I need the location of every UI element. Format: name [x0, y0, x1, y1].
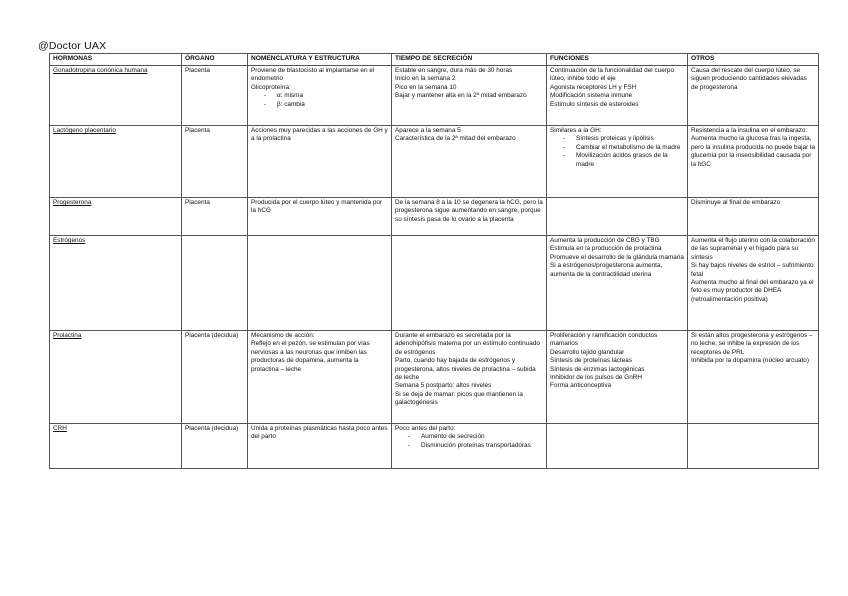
- others-cell: [688, 331, 819, 424]
- others-cell: [688, 236, 819, 331]
- cell-line: Semana 5 postparto: altos niveles: [395, 382, 492, 390]
- nomenclature-cell: [248, 198, 392, 236]
- cell-line: Mecanismo de acción:: [251, 332, 315, 339]
- cell-line: Poco antes del parto:: [395, 425, 456, 432]
- cell-line: Pico en la semana 10: [395, 83, 457, 91]
- header-hormonas: HORMONAS: [50, 54, 182, 66]
- cell-line: Aparece a la semana 5: [395, 127, 461, 134]
- header-funciones: FUNCIONES: [547, 54, 688, 66]
- time-cell: [392, 424, 547, 469]
- organ-cell: Placenta: [182, 126, 248, 198]
- functions-cell: [547, 66, 688, 126]
- bullet-item: - Disminución proteínas transportadoras: [421, 442, 543, 450]
- cell-line: Desarrollo tejido glandular: [550, 348, 625, 356]
- bullet-item: - Movilización ácidos grasos de la madre: [576, 152, 684, 169]
- cell-line: Inicio en la semana 2: [395, 75, 456, 83]
- cell-line: Inhibidor de los pulsos de GnRH: [550, 374, 643, 382]
- hormone-name: Progesterona: [53, 199, 92, 206]
- functions-cell: [547, 331, 688, 424]
- cell-line: Forma anticonceptiva: [550, 382, 612, 390]
- bullet-list: [395, 433, 543, 450]
- nomenclature-cell: [248, 424, 392, 469]
- cell-line: Característica de la 2ª mitad del embarazo: [395, 135, 516, 143]
- hormone-name: Lactógeno placentario: [53, 127, 116, 134]
- hormone-cell: [50, 236, 182, 331]
- cell-line: Síntesis de proteínas lácteas: [550, 357, 633, 365]
- time-cell: [392, 198, 547, 236]
- cell-line: Proliferación y ramificación conductos mamarios: [550, 332, 658, 348]
- header-tiempo: TIEMPO DE SECRECIÓN: [392, 54, 547, 66]
- organ-cell: [182, 236, 248, 331]
- nomenclature-cell: [248, 236, 392, 331]
- table-row: [50, 198, 819, 236]
- cell-line: De la semana 8 a la 10 se degenera la hCG, pero la progesterona sigue aumentando en sangre, porque su síntesis pasa de lo ovario a la placenta: [395, 199, 543, 223]
- cell-line: Durante el embarazo es secretada por la adenohipófisis materna por un estímulo continuado de estrógenos: [395, 332, 540, 356]
- cell-line: Disminuye al final de embarazo: [691, 199, 781, 206]
- cell-line: Unida a proteínas plasmáticas hasta poco antes del parto: [251, 425, 388, 441]
- others-cell: [688, 198, 819, 236]
- bullet-item: - α: misma: [277, 92, 388, 100]
- cell-line: Aumenta mucho al final del embarazo ya el feto es muy productor de DHEA (retroalimentación positiva): [691, 279, 814, 303]
- cell-line: Reflejo en el pezón, se estimulan por vías nerviosas a las neuronas que inhiben las productoras de dopamina, aumenta la prolactina – leche: [251, 340, 370, 373]
- bullet-item: - Cambiar el metabolismo de la madre: [576, 144, 684, 152]
- hormone-name: Gonadotropina coriónica humana: [53, 67, 148, 74]
- cell-line: Agonista receptores LH y FSH: [550, 83, 637, 91]
- others-cell: [688, 126, 819, 198]
- table-row: [50, 66, 819, 126]
- bullet-list: [251, 92, 388, 109]
- table-row: [50, 236, 819, 331]
- others-cell: [688, 424, 819, 469]
- cell-line: Promueve el desarrollo de la glándula mamaria: [550, 253, 684, 261]
- cell-line: Si a estrógenos/progesterona aumenta, aumenta de la contractilidad uterina: [550, 262, 663, 278]
- cell-line: Parto, cuando hay bajada de estrógenos y progesterona, altos niveles de prolactina – subida de leche: [395, 357, 536, 382]
- cell-line: Síntesis de enzimas lactogénicas: [550, 365, 645, 373]
- hormone-cell: [50, 424, 182, 469]
- cell-line: Inhibida por la dopamina (núcleo arcuato): [691, 357, 809, 365]
- hormone-name: Prolactina: [53, 332, 82, 339]
- table-row: [50, 331, 819, 424]
- header-otros: OTROS: [688, 54, 819, 66]
- header-organo: ÓRGANO: [182, 54, 248, 66]
- functions-cell: [547, 126, 688, 198]
- brand-label: @Doctor UAX: [38, 40, 107, 52]
- hormone-cell: [50, 198, 182, 236]
- cell-line: Estímulo síntesis de esteroides: [550, 100, 639, 108]
- cell-line: Estimula en la producción de prolactina: [550, 245, 662, 253]
- organ-cell: Placenta (decidua): [182, 424, 248, 469]
- bullet-item: - β: cambia: [277, 101, 388, 109]
- cell-line: Si hay bajos niveles de estriol – sufrimiento fetal: [691, 262, 814, 278]
- hormone-cell: [50, 126, 182, 198]
- hormone-name: Estrógenos: [53, 237, 86, 244]
- time-cell: [392, 126, 547, 198]
- others-cell: [688, 66, 819, 126]
- table-row: [50, 424, 819, 469]
- time-cell: [392, 236, 547, 331]
- functions-cell: [547, 424, 688, 469]
- cell-line: Aumenta mucho la glucosa tras la ingesta, pero la insulina producida no puede bajar la glucemia por la insensibilidad causada por la hGC: [691, 135, 815, 168]
- hormone-cell: [50, 66, 182, 126]
- cell-line: Aumenta el flujo uterino con la colaboración de las suprarrenal y el hígado para su síntesis: [691, 237, 815, 261]
- cell-line: Modificación sistema inmune: [550, 92, 633, 100]
- time-cell: [392, 331, 547, 424]
- nomenclature-cell: [248, 66, 392, 126]
- cell-line: Continuación de la funcionalidad del cuerpo lúteo, inhibe todo el eje: [550, 67, 674, 83]
- hormone-cell: [50, 331, 182, 424]
- hormones-table: [49, 53, 819, 469]
- cell-line: Si están altos progesterona y estrógenos – no leche, se inhibe la expresión de los receptores de PRL: [691, 332, 813, 356]
- table-header-row: [50, 54, 819, 66]
- bullet-item: - Síntesis proteicas y lipólisis: [576, 135, 684, 143]
- nomenclature-cell: [248, 126, 392, 198]
- cell-line: Estable en sangre, dura más de 30 horas: [395, 67, 513, 74]
- header-nomenclatura: NOMENCLATURA Y ESTRUCTURA: [248, 54, 392, 66]
- nomenclature-cell: [248, 331, 392, 424]
- cell-line: Similares a la GH:: [550, 127, 602, 134]
- cell-line: Acciones muy parecidas a las acciones de GH y a la prolactina: [251, 127, 388, 143]
- organ-cell: Placenta: [182, 198, 248, 236]
- hormone-name: CRH: [53, 425, 67, 432]
- cell-line: Proviene de blastocisto al implantarse en el endometrio: [251, 67, 375, 83]
- bullet-list: [550, 135, 684, 169]
- time-cell: [392, 66, 547, 126]
- cell-line: Producida por el cuerpo lúteo y mantenida por la hCG: [251, 199, 383, 215]
- functions-cell: [547, 236, 688, 331]
- cell-line: Causa del rescate del cuerpo lúteo, se siguen produciendo cantidades elevadas de progesterona: [691, 67, 807, 91]
- organ-cell: Placenta: [182, 66, 248, 126]
- cell-line: Glicoproteína:: [251, 83, 291, 91]
- table-row: [50, 126, 819, 198]
- bullet-item: - Aumento de secreción: [421, 433, 543, 441]
- cell-line: Resistencia a la insulina en el embarazo:: [691, 127, 808, 134]
- cell-line: Aumenta la producción de CBG y TBG: [550, 237, 660, 244]
- cell-line: Bajar y mantener alta en la 2ª mitad embarazo: [395, 92, 527, 100]
- organ-cell: Placenta (decidua): [182, 331, 248, 424]
- cell-line: Si se deja de mamar: picos que mantienen la galactogénesis: [395, 390, 523, 407]
- functions-cell: [547, 198, 688, 236]
